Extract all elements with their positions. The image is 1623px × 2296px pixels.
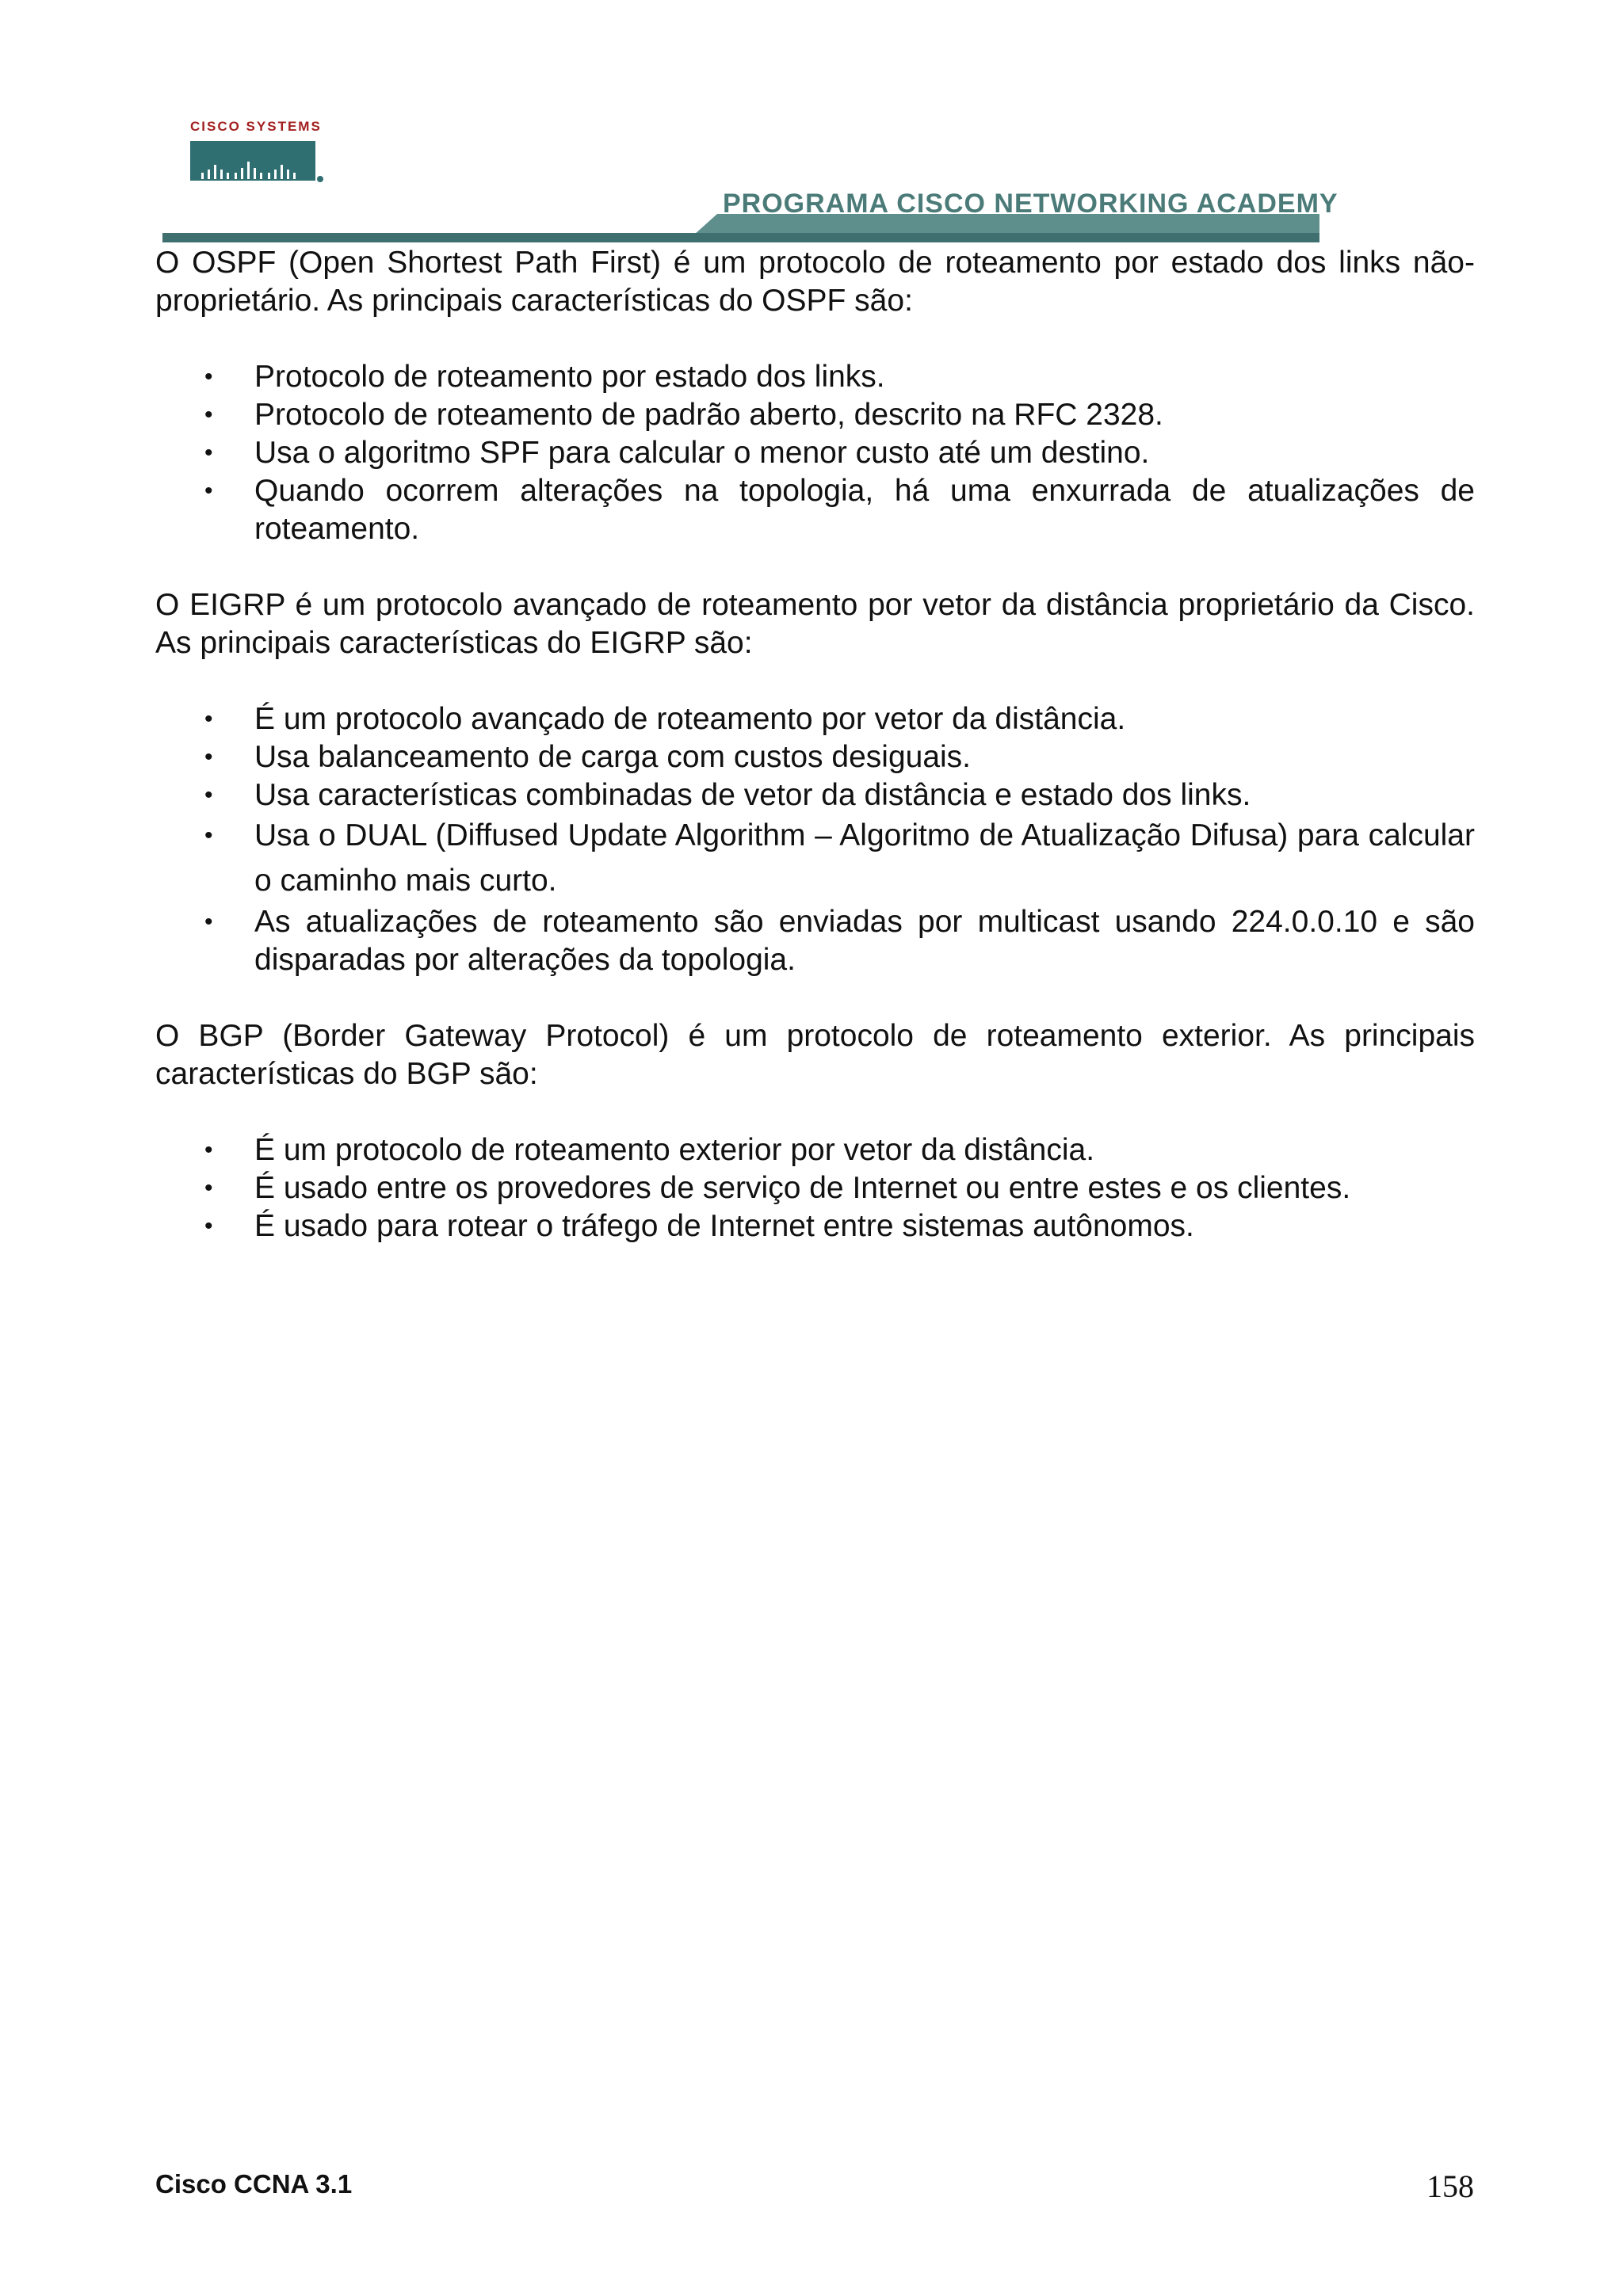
bullet-icon: •: [204, 706, 213, 732]
footer-course: Cisco CCNA 3.1: [155, 2169, 353, 2199]
eigrp-intro: O EIGRP é um protocolo avançado de roteamento por vetor da distância proprietário da Cisco. As principais características do EIGRP são:: [155, 588, 1475, 660]
page-content: [155, 244, 1475, 1283]
bullet-icon: •: [204, 364, 213, 390]
list-item: • Protocolo de roteamento de padrão aberto, descrito na RFC 2328.: [155, 396, 1475, 434]
bullet-icon: •: [204, 744, 213, 770]
list-item: • Usa balanceamento de carga com custos desiguais.: [155, 738, 1475, 776]
list-item: • As atualizações de roteamento são enviadas por multicast usando 224.0.0.10 e são disparadas por alterações da topologia.: [204, 905, 1475, 977]
bullet-icon: •: [204, 1213, 213, 1239]
ospf-intro: O OSPF (Open Shortest Path First) é um protocolo de roteamento por estado dos links não-proprietário. As principais características do OSPF são:: [155, 246, 1475, 318]
bgp-list: [155, 1131, 1475, 1245]
list-item: • É usado entre os provedores de serviço de Internet ou entre estes e os clientes.: [155, 1169, 1475, 1207]
list-item: • Usa o DUAL (Diffused Update Algorithm – Algoritmo de Atualização Difusa) para calcular o caminho mais curto.: [155, 813, 1475, 903]
bullet-icon: •: [204, 1175, 213, 1201]
bullet-icon: •: [204, 478, 213, 504]
bullet-icon: •: [204, 822, 213, 849]
ospf-list: [155, 358, 1475, 548]
list-item: • Usa características combinadas de vetor da distância e estado dos links.: [155, 776, 1475, 814]
logo-wordmark: CISCO SYSTEMS: [190, 119, 322, 134]
page-number: 158: [1426, 2168, 1474, 2204]
list-item: • Quando ocorrem alterações na topologia, há uma enxurrada de atualizações de roteamento.: [204, 474, 1475, 546]
page-header: [0, 0, 1623, 254]
bgp-intro: O BGP (Border Gateway Protocol) é um protocolo de roteamento exterior. As principais características do BGP são:: [155, 1019, 1475, 1091]
bullet-icon: •: [204, 440, 213, 466]
list-item: • Usa o algoritmo SPF para calcular o menor custo até um destino.: [155, 434, 1475, 472]
bullet-icon: •: [204, 1137, 213, 1163]
list-item: • É um protocolo avançado de roteamento por vetor da distância.: [155, 700, 1475, 738]
list-item: • Protocolo de roteamento por estado dos links.: [155, 358, 1475, 396]
eigrp-list: [155, 700, 1475, 979]
list-item: • É usado para rotear o tráfego de Internet entre sistemas autônomos.: [155, 1207, 1475, 1245]
list-item: • É um protocolo de roteamento exterior por vetor da distância.: [155, 1131, 1475, 1169]
bullet-icon: •: [204, 782, 213, 808]
academy-banner-text: PROGRAMA CISCO NETWORKING ACADEMY: [723, 189, 1338, 219]
cisco-logo: [190, 119, 325, 198]
bullet-icon: •: [204, 402, 213, 428]
cisco-bridge-icon: [190, 141, 325, 189]
bullet-icon: •: [204, 909, 213, 935]
